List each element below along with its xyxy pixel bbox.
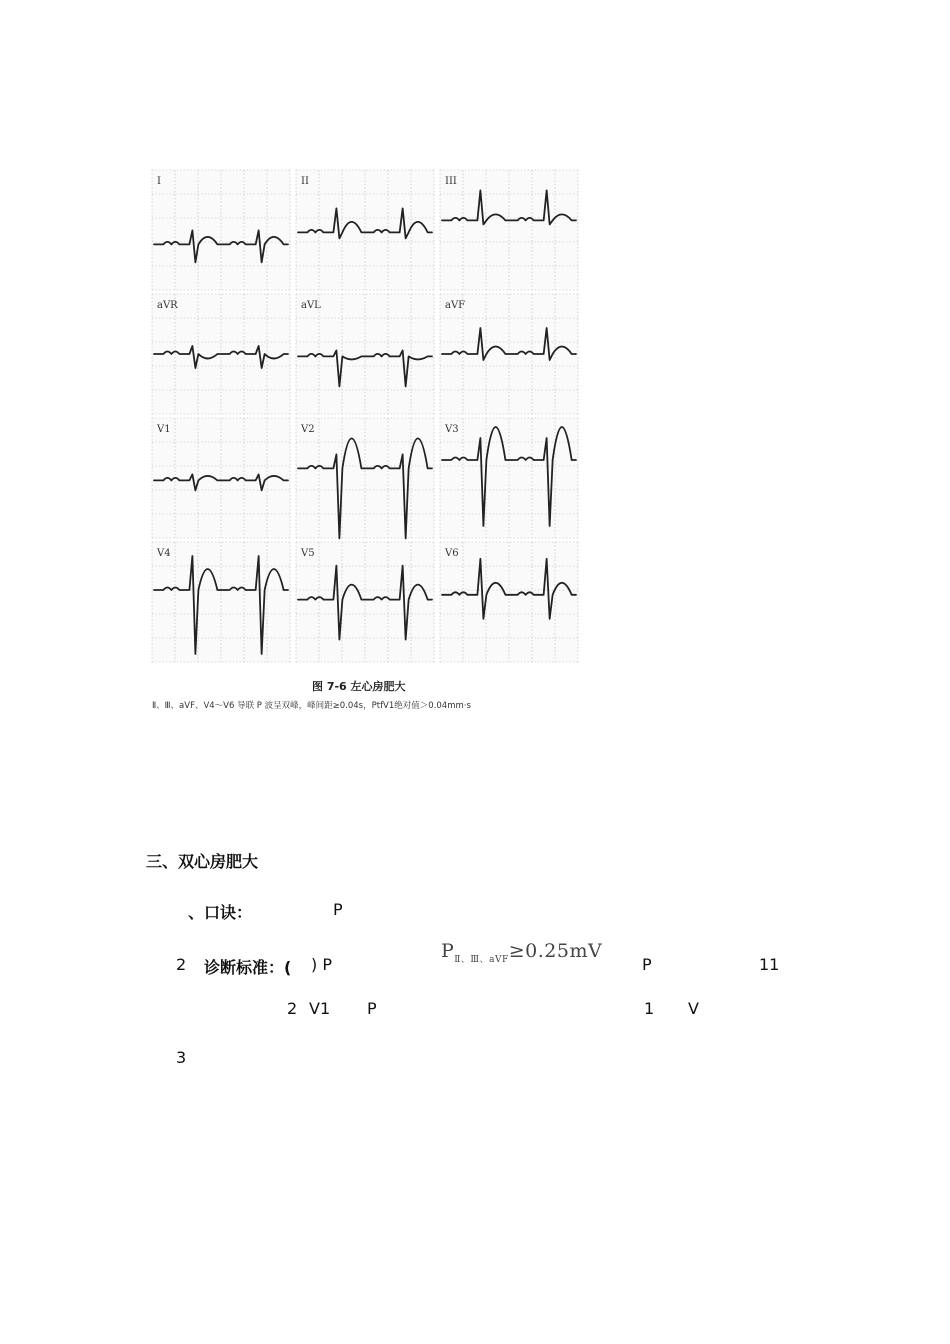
lead-label: V5 [301,548,315,559]
mnemonic-label: 、口诀： [188,903,253,922]
lead-label: aVR [157,300,178,311]
ecg-panel-avf [440,294,578,414]
line2-number: 2 [287,999,298,1018]
criteria-p2: P [642,955,652,974]
criteria-label: 诊断标准：( [204,958,292,977]
lead-label: V2 [301,424,315,435]
ecg-figure [148,166,580,670]
ecg-panel-iii [440,170,578,290]
lead-label: aVF [445,300,466,311]
ecg-panel-i [152,170,290,290]
criteria-paren-p: ) P [311,955,332,974]
line2-v: V [688,999,699,1018]
lead-label: V6 [445,548,459,559]
lead-label: V1 [157,424,171,435]
ecg-panel-v3 [440,418,578,538]
lead-label: V3 [445,424,459,435]
formula-subscript: Ⅱ、Ⅲ、aVF [454,954,509,965]
formula-rest: ≥0.25mV [508,940,603,962]
figure-caption-title: 图 7-6 左心房肥大 [312,680,406,693]
ecg-panel-ii [296,170,434,290]
ecg-panel-v4 [152,542,290,662]
criteria-11: 11 [759,955,780,974]
lead-label: V4 [157,548,171,559]
ecg-panel-avr [152,294,290,414]
ecg-panel-avl [296,294,434,414]
section-heading: 三、双心房肥大 [146,852,259,871]
p-amplitude-formula [441,940,602,965]
lead-label: aVL [301,300,321,311]
line2-p: P [367,999,377,1018]
ecg-panel-v5 [296,542,434,662]
line2-v1: V1 [309,999,331,1018]
criteria-number: 2 [176,955,187,974]
lead-label: II [301,176,309,187]
lead-label: III [445,176,457,187]
formula-main: P [441,940,455,962]
ecg-panel-v6 [440,542,578,662]
ecg-panel-v2 [296,418,434,538]
ecg-panel-v1 [152,418,290,538]
line2-1: 1 [644,999,655,1018]
figure-caption-note: Ⅱ、Ⅲ、aVF、V4～V6 导联 P 波呈双峰，峰间距≥0.04s，PtfV1绝对值＞0.04mm·s [152,701,471,711]
lead-label: I [157,176,161,187]
mnemonic-p: P [333,900,343,919]
line3-number: 3 [176,1048,187,1067]
